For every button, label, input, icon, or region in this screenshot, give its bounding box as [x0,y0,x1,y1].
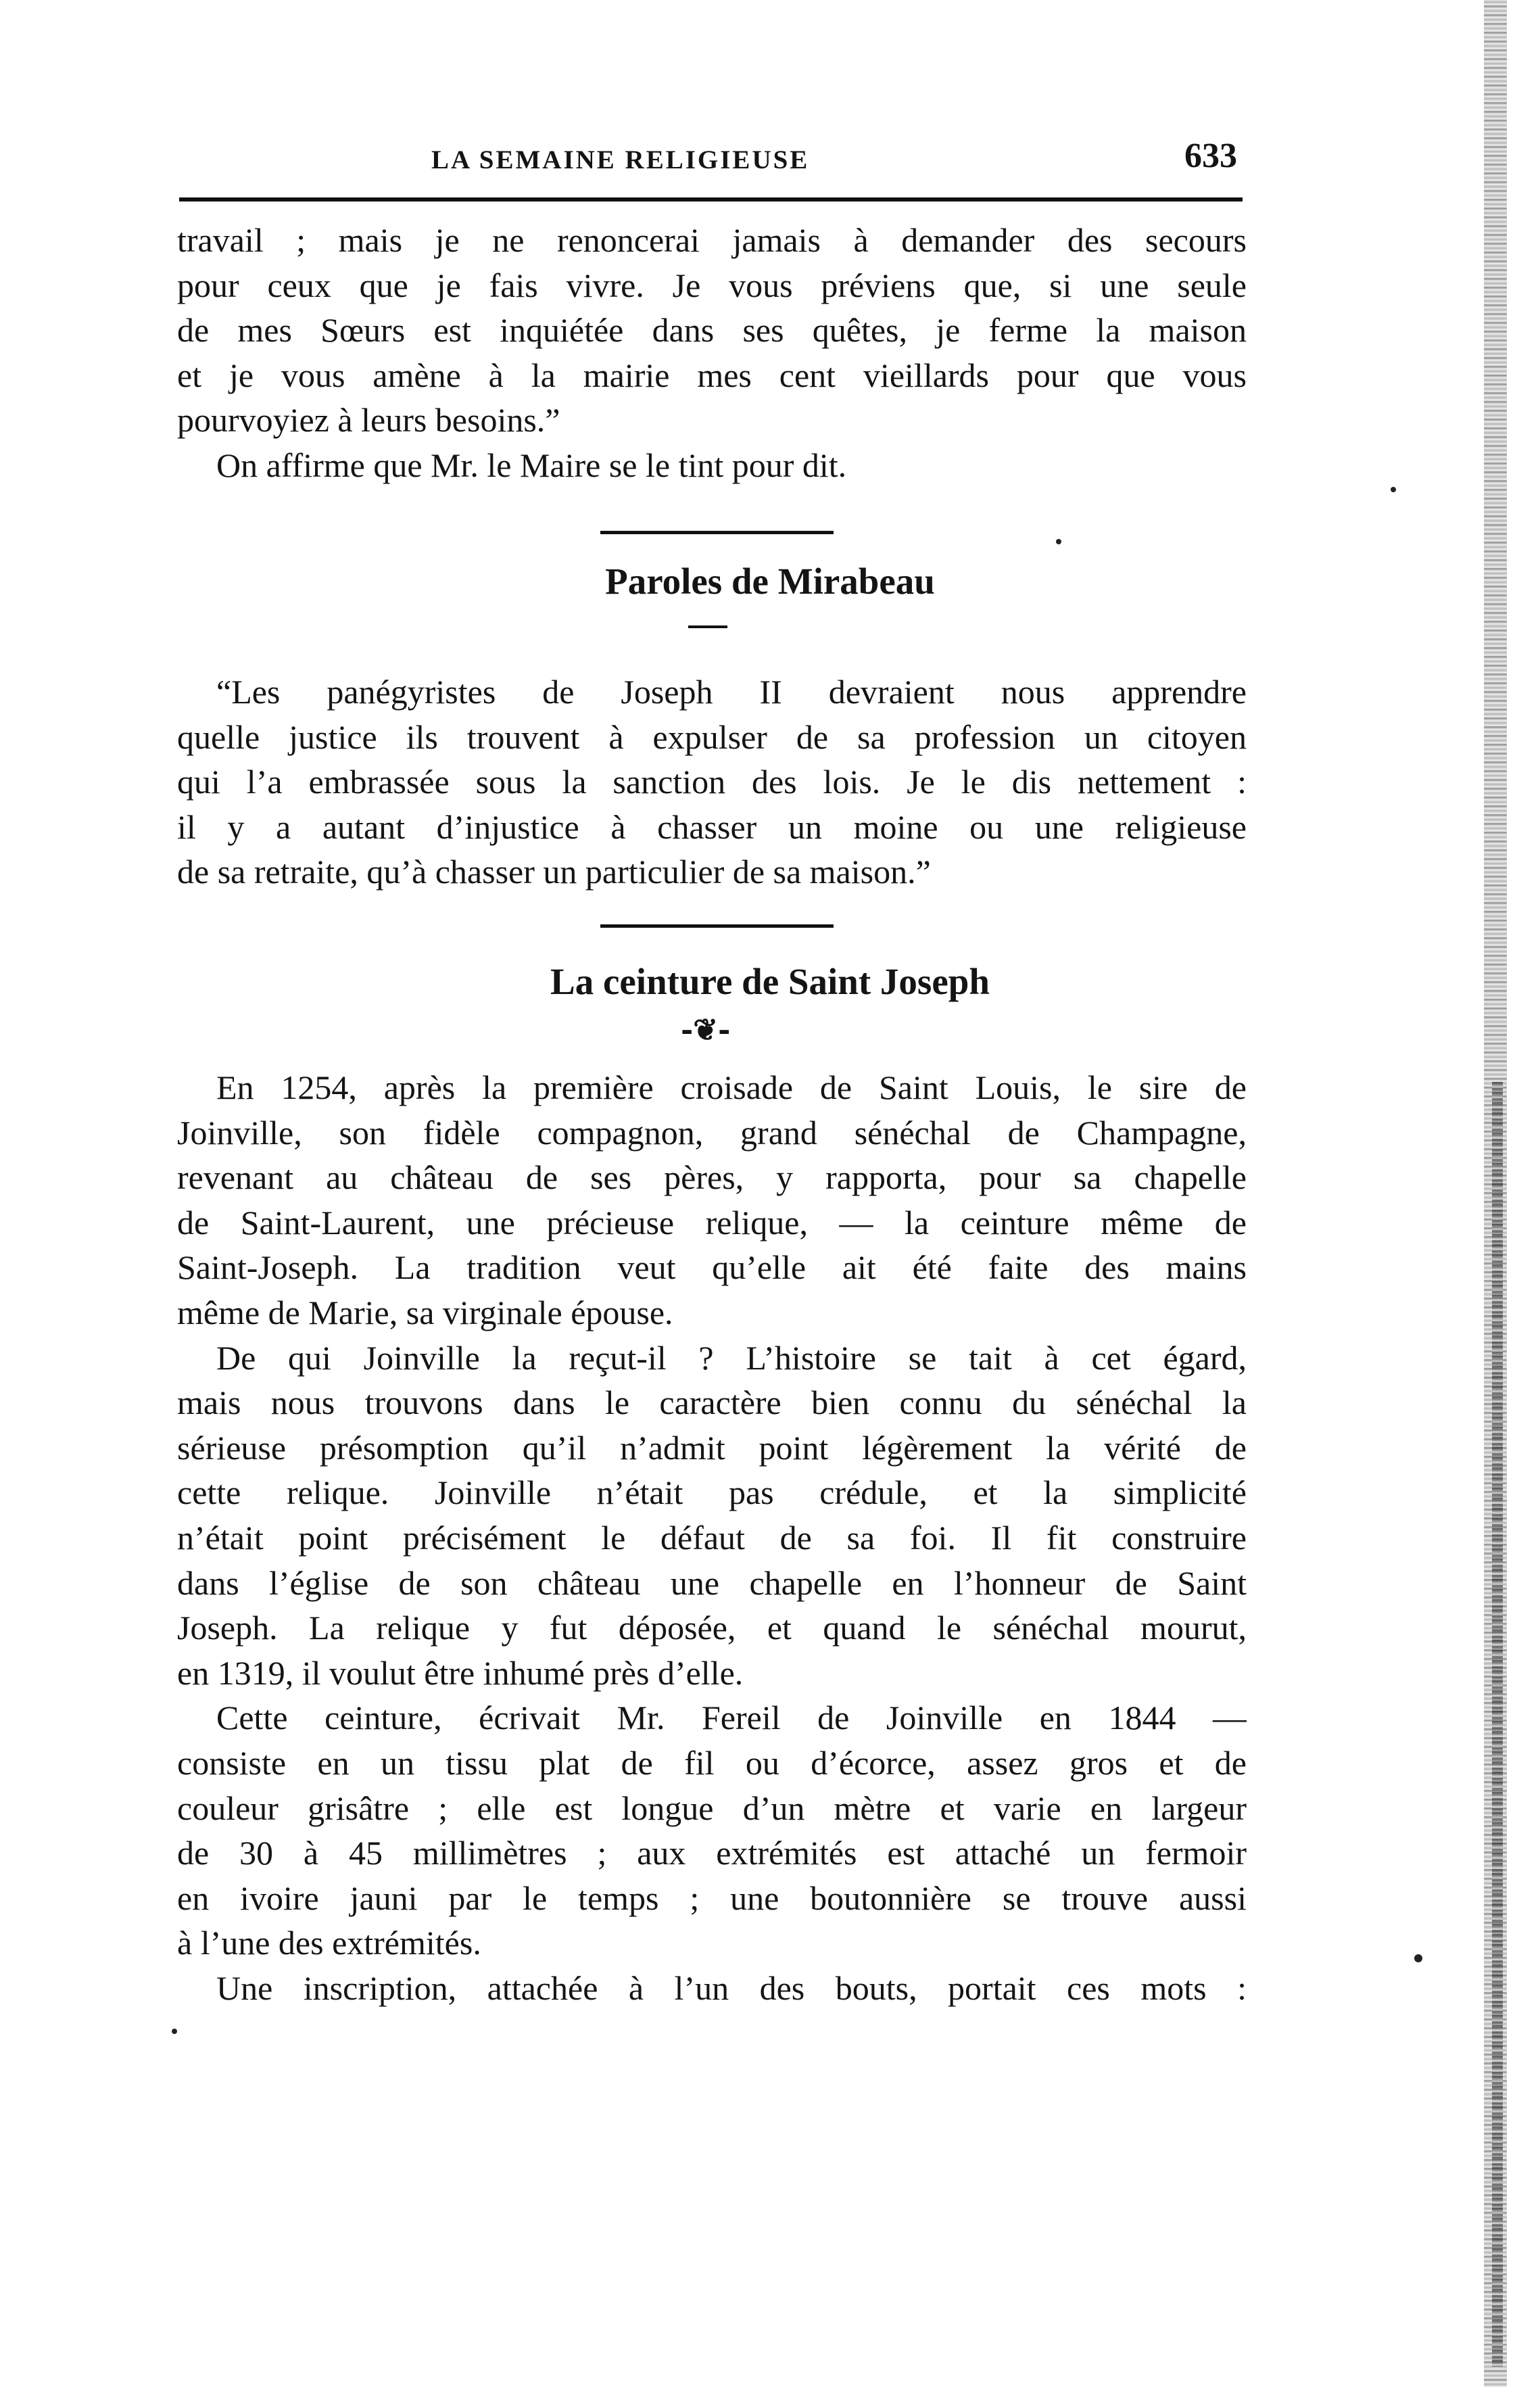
scan-binding-shadow [1492,1082,1503,2367]
text-line: consiste en un tissu plat de fil ou d’écorce, assez gros et de [177,1743,1247,1782]
text-line: même de Marie, sa virginale épouse. [177,1293,673,1331]
scan-speck [1056,539,1061,544]
text-line: en ivoire jauni par le temps ; une boutonnière se trouve aussi [177,1878,1247,1917]
text-line: à l’une des extrémités. [177,1924,481,1962]
ceinture-paragraphs [177,1065,1247,2010]
text-line: Cette ceinture, écrivait Mr. Fereil de Joinville en 1844 — [216,1699,1247,1737]
text-line: en 1319, il voulut être inhumé près d’elle. [177,1653,744,1692]
text-line: Saint-Joseph. La tradition veut qu’elle ait été faite des mains [177,1248,1247,1287]
scan-speck [1414,1954,1422,1962]
text-line: revenant au château de ses pères, y rapporta, pour sa chapelle [177,1158,1247,1197]
header-rule [179,197,1243,202]
text-line: sérieuse présomption qu’il n’admit point légèrement la vérité de [177,1428,1247,1467]
text-line: En 1254, après la première croisade de Saint Louis, le sire de [216,1068,1247,1106]
text-line: quelle justice ils trouvent à expulser de sa profession un citoyen [177,717,1247,756]
section-dash [688,625,727,628]
text-line: Joinville, son fidèle compagnon, grand sénéchal de Champagne, [177,1113,1247,1152]
text-line: il y a autant d’injustice à chasser un moine ou une religieuse [177,807,1247,846]
section-ornament: -❦- [681,1013,731,1047]
text-line: Joseph. La relique y fut déposée, et quand le sénéchal mourut, [177,1609,1247,1647]
text-line: On affirme que Mr. le Maire se le tint pour dit. [216,446,847,484]
running-header [0,139,1540,193]
mirabeau-paragraph [177,669,1247,895]
page-number: 633 [1184,137,1237,175]
text-line: “Les panégyristes de Joseph II devraient nous apprendre [216,673,1247,711]
text-line: mais nous trouvons dans le caractère bien connu du sénéchal la [177,1384,1247,1422]
section-divider [600,531,834,534]
text-line: Une inscription, attachée à l’un des bouts, portait ces mots : [216,1968,1247,2007]
scan-speck [172,2029,177,2034]
text-line: n’était point précisément le défaut de sa foi. Il fit construire [177,1518,1247,1557]
text-line: De qui Joinville la reçut-il ? L’histoire se tait à cet égard, [216,1338,1247,1377]
section-divider [600,924,834,928]
text-line: dans l’église de son château une chapelle en l’honneur de Saint [177,1563,1247,1602]
text-line: de Saint-Laurent, une précieuse relique, — la ceinture même de [177,1203,1247,1242]
text-line: travail ; mais je ne renoncerai jamais à demander des secours [177,221,1247,259]
text-line: de sa retraite, qu’à chasser un particulier de sa maison.” [177,853,931,891]
text-line: cette relique. Joinville n’était pas crédule, et la simplicité [177,1473,1247,1512]
text-line: pourvoyiez à leurs besoins.” [177,401,560,440]
opening-paragraph [177,218,1247,488]
text-line: pour ceux que je fais vivre. Je vous préviens que, si une seule [177,266,1247,304]
text-line: couleur grisâtre ; elle est longue d’un mètre et varie en largeur [177,1789,1247,1827]
text-line: de mes Sœurs est inquiétée dans ses quêtes, je ferme la maison [177,311,1247,350]
text-line: qui l’a embrassée sous la sanction des lois. Je le dis nettement : [177,763,1247,801]
scan-speck [1391,487,1396,492]
text-line: de 30 à 45 millimètres ; aux extrémités est attaché un fermoir [177,1834,1247,1872]
running-title: LA SEMAINE RELIGIEUSE [431,145,810,174]
section-title-mirabeau: Paroles de Mirabeau [605,561,935,602]
section-title-ceinture: La ceinture de Saint Joseph [550,961,990,1002]
text-line: et je vous amène à la mairie mes cent vieillards pour que vous [177,356,1247,394]
